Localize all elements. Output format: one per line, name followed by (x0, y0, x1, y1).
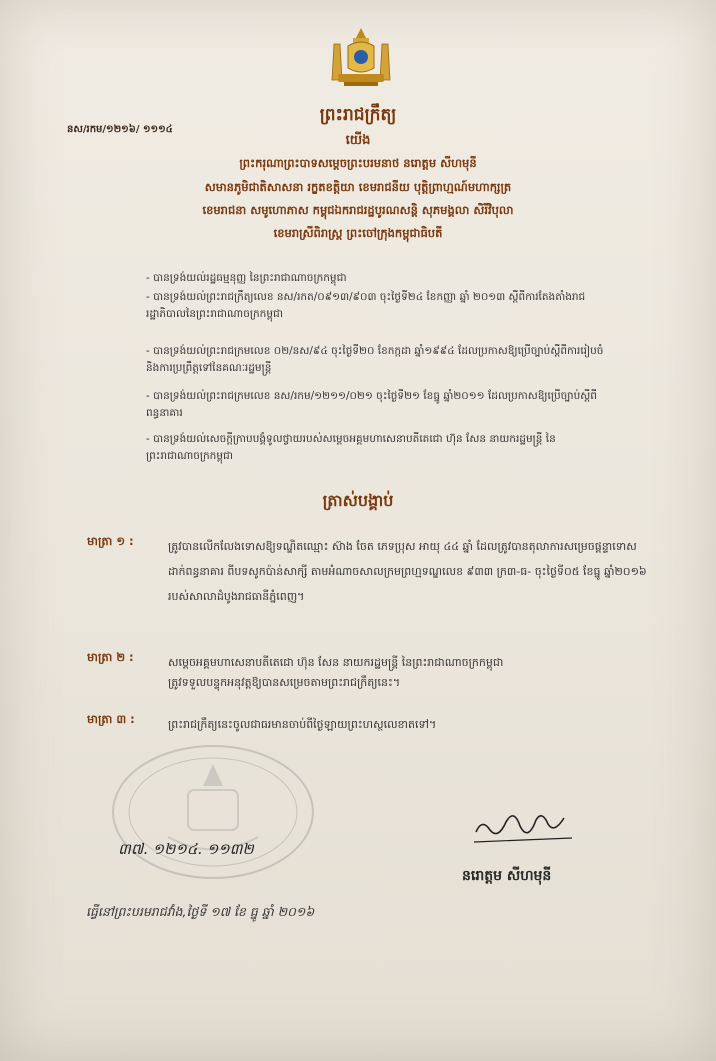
king-title-line-4: ខេមរាស្រីពិរាស្ត្រ ព្រះចៅក្រុងកម្ពុជាធិបតី (273, 226, 443, 240)
article-3-text: ព្រះរាជក្រឹត្យនេះចូលជាធរមានចាប់ពីថ្ងៃឡាយព្រះហស្ថលេខាតទៅ។ (168, 718, 437, 731)
yerng-label: យើង (345, 133, 371, 148)
article-1-text: ត្រូវបានលើកលែងទោសឱ្យទណ្ឌិតឈ្មោះ ស៊ាង ចែត ភេទប្រុស អាយុ ៤៤ ឆ្នាំ ដែលត្រូវបានតុលាការសម្រេចផ្តន្ទាទោសដាក់ពន្ធនាគារ ពីបទសូកប៉ាន់សាក្សី តាមអំណាចសាលក្រមព្រហ្មទណ្ឌលេខ ៩៣៣ ក្រ៣-ធ- ចុះថ្ងៃទី០៥ ខែធ្នូ ឆ្នាំ២០១៦ របស់សាលាដំបូងរាជធានីភ្នំពេញ។ (168, 540, 647, 603)
preamble-item: - បានទ្រង់យល់រដ្ឋធម្មនុញ្ញ នៃព្រះរាជាណាចក្រកម្ពុជា (146, 272, 347, 284)
article-2-text: សម្តេចអគ្គមហាសេនាបតីតេជោ ហ៊ុន សែន នាយករដ្ឋមន្ត្រី នៃព្រះរាជាណាចក្រកម្ពុជា (168, 656, 504, 669)
place-and-date: ធ្វើនៅព្រះបរមរាជវាំង,ថ្ងៃទី ១៧ ខែ ធ្នូ ឆ្នាំ ២០១៦ (86, 904, 315, 919)
decree-title: ព្រះរាជក្រឹត្យ (319, 105, 397, 125)
king-title-line-2: សមានភូមិជាតិសាសនា រក្ខតខត្តិយា ខេមរាជនីយ បុត្តិព្រាហ្មណ៍មហាក្សត្រ (204, 180, 512, 194)
orders-heading: ត្រាស់បង្គាប់ (322, 491, 394, 510)
preamble-item: - បានទ្រង់យល់ព្រះរាជក្រឹត្យលេខ នស/រកត/០៩១៣/៩០៣ ចុះថ្ងៃទី២៤ ខែកញ្ញា ឆ្នាំ ២០១៣ ស្តីពីការតែងតាំងរាជរដ្ឋាភិបាលនៃព្រះរាជាណាចក្រកម្ពុជា (146, 291, 586, 320)
handwritten-registration-number: ៣៧. ១២១៤. ១១៣២ (118, 840, 254, 858)
preamble-item: - បានទ្រង់យល់ព្រះរាជក្រមលេខ ០២/នស/៩៤ ចុះថ្ងៃទី២០ ខែកក្កដា ឆ្នាំ១៩៩៤ ដែលប្រកាសឱ្យប្រើច្បាប់ស្តីពីការរៀបចំ និងការប្រព្រឹត្តទៅនៃគណៈរដ្ឋមន្ត្រី (146, 345, 604, 374)
article-1-label: មាត្រា ១ : (87, 534, 134, 548)
article-2-text-continued: ត្រូវទទួលបន្ទុកអនុវត្តឱ្យបានសម្រេចតាមព្រះរាជក្រឹត្យនេះ។ (168, 676, 401, 689)
article-2-label: មាត្រា ២ : (87, 650, 134, 664)
royal-emblem-icon (326, 24, 396, 90)
signer-name: នរោត្តម សីហមុនី (462, 868, 552, 884)
preamble-item: - បានទ្រង់យល់សេចក្តីក្រាបបង្គំទូលថ្វាយរបស់សម្តេចអគ្គមហាសេនាបតីតេជោ ហ៊ុន សែន នាយករដ្ឋមន្ត្រី នៃព្រះរាជាណាចក្រកម្ពុជា (146, 433, 556, 462)
royal-signature (468, 800, 578, 850)
king-title-line-3: ខេមរាជនា សមូហោភាស កម្ពុជឯករាជរដ្ឋបូរណសន្តិ សុភមង្គលា សិរីវិបុលា (202, 203, 514, 217)
decree-reference: នស/រកម/១២១៦/ ១១១៤ (67, 124, 173, 135)
king-title-line-1: ព្រះករុណាព្រះបាទសម្តេចព្រះបរមនាថ នរោត្តម សីហមុនី (239, 156, 477, 170)
article-3-label: មាត្រា ៣ : (87, 712, 135, 726)
preamble-item: - បានទ្រង់យល់ព្រះរាជក្រមលេខ នស/រកម/១២១១/០២១ ចុះថ្ងៃទី២១ ខែធ្នូ ឆ្នាំ២០១១ ដែលប្រកាសឱ្យប្រើច្បាប់ស្តីពីពន្ធនាគារ (146, 390, 597, 419)
